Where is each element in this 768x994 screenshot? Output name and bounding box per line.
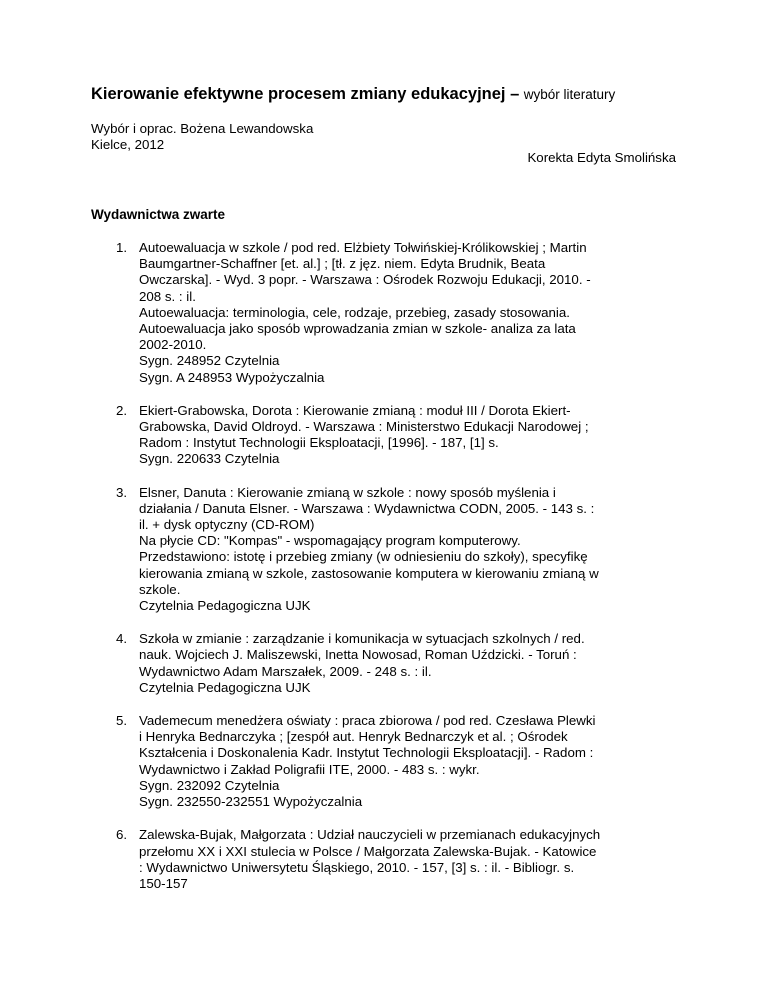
entry-text-line: Baumgartner-Schaffner [et. al.] ; [tł. z jęz. niem. Edyta Brudnik, Beata [139, 256, 546, 272]
entry-text-line: Vademecum menedżera oświaty : praca zbiorowa / pod red. Czesława Plewki [139, 713, 596, 729]
entry-text-line: i Henryka Bednarczyka ; [zespół aut. Henryk Bednarczyk et al. ; Ośrodek [139, 729, 568, 745]
entry-text-line: Owczarska]. - Wyd. 3 popr. - Warszawa : Ośrodek Rozwoju Edukacji, 2010. - [139, 272, 591, 288]
entry-text-line: il. + dysk optyczny (CD-ROM) [139, 517, 315, 533]
entry-text-line: Sygn. 232550-232551 Wypożyczalnia [139, 794, 363, 810]
entry-text-line: Sygn. 248952 Czytelnia [139, 353, 280, 369]
bibliography-entry [91, 631, 681, 696]
entry-text-line: Grabowska, David Oldroyd. - Warszawa : Ministerstwo Edukacji Narodowej ; [139, 419, 589, 435]
entry-text-line: Wydawnictwo Adam Marszałek, 2009. - 248 s. : il. [139, 663, 432, 679]
entry-text-line: Elsner, Danuta : Kierowanie zmianą w szkole : nowy sposób myślenia i [139, 484, 556, 500]
entry-text-line: 208 s. : il. [139, 288, 196, 304]
document-title [91, 84, 615, 105]
entry-text-line: Ekiert-Grabowska, Dorota : Kierowanie zmianą : moduł III / Dorota Ekiert- [139, 402, 571, 418]
entry-number: 4. [116, 631, 128, 647]
entry-text-line: Radom : Instytut Technologii Eksploatacji, [1996]. - 187, [1] s. [139, 435, 499, 451]
entry-text-line: nauk. Wojciech J. Maliszewski, Inetta Nowosad, Roman Uździcki. - Toruń : [139, 647, 577, 663]
entry-number: 6. [116, 827, 128, 843]
bibliography-entry [91, 485, 681, 615]
entry-text-line: 2002-2010. [139, 337, 207, 353]
bibliography-list [91, 240, 681, 909]
entry-text-line: Autoewaluacja jako sposób wprowadzania zmian w szkole- analiza za lata [139, 321, 576, 337]
entry-text-line: szkole. [139, 581, 181, 597]
entry-text-line: Sygn. A 248953 Wypożyczalnia [139, 369, 325, 385]
entry-text-line: Na płycie CD: "Kompas" - wspomagający program komputerowy. [139, 533, 521, 549]
document-meta [91, 121, 313, 153]
entry-number: 2. [116, 402, 128, 418]
entry-text-line: Szkoła w zmianie : zarządzanie i komunikacja w sytuacjach szkolnych / red. [139, 631, 585, 647]
entry-text-line: Czytelnia Pedagogiczna UJK [139, 679, 311, 695]
entry-text-line: Wydawnictwo i Zakład Poligrafii ITE, 2000. - 483 s. : wykr. [139, 761, 480, 777]
entry-text-line: kierowania zmianą w szkole, zastosowanie komputera w kierowaniu zmianą w [139, 565, 599, 581]
bibliography-entry [91, 827, 681, 892]
title-main: Kierowanie efektywne procesem zmiany edukacyjnej – [91, 85, 520, 103]
entry-text-line: 150-157 [139, 875, 188, 891]
entry-text-line: działania / Danuta Elsner. - Warszawa : Wydawnictwa CODN, 2005. - 143 s. : [139, 500, 595, 516]
entry-text-line: Sygn. 220633 Czytelnia [139, 451, 280, 467]
entry-text-line: Czytelnia Pedagogiczna UJK [139, 598, 311, 614]
bibliography-entry [91, 713, 681, 810]
entry-text-line: przełomu XX i XXI stulecia w Polsce / Małgorzata Zalewska-Bujak. - Katowice [139, 843, 597, 859]
title-subtitle: wybór literatury [523, 87, 616, 102]
entry-text-line: Przedstawiono: istotę i przebieg zmiany (w odniesieniu do szkoły), specyfikę [139, 549, 588, 565]
compiled-by: Wybór i oprac. Bożena Lewandowska [91, 121, 314, 136]
entry-text-line: Kształcenia i Doskonalenia Kadr. Instytut Technologii Eksploatacji]. - Radom : [139, 745, 594, 761]
bibliography-entry [91, 403, 681, 468]
correction-credit: Korekta Edyta Smolińska [527, 150, 676, 165]
entry-text-line: Zalewska-Bujak, Małgorzata : Udział nauczycieli w przemianach edukacyjnych [139, 827, 601, 843]
section-heading: Wydawnictwa zwarte [91, 207, 226, 222]
entry-number: 3. [116, 484, 128, 500]
entry-number: 1. [116, 240, 128, 255]
entry-text-line: Sygn. 232092 Czytelnia [139, 777, 280, 793]
entry-number: 5. [116, 713, 128, 729]
bibliography-entry [91, 240, 681, 386]
place-year: Kielce, 2012 [91, 137, 165, 152]
entry-text-line: Autoewaluacja: terminologia, cele, rodzaje, przebieg, zasady stosowania. [139, 304, 570, 320]
entry-text-line: Autoewaluacja w szkole / pod red. Elżbiety Tołwińskiej-Królikowskiej ; Martin [139, 240, 587, 255]
entry-text-line: : Wydawnictwo Uniwersytetu Śląskiego, 2010. - 157, [3] s. : il. - Bibliogr. s. [139, 859, 575, 875]
